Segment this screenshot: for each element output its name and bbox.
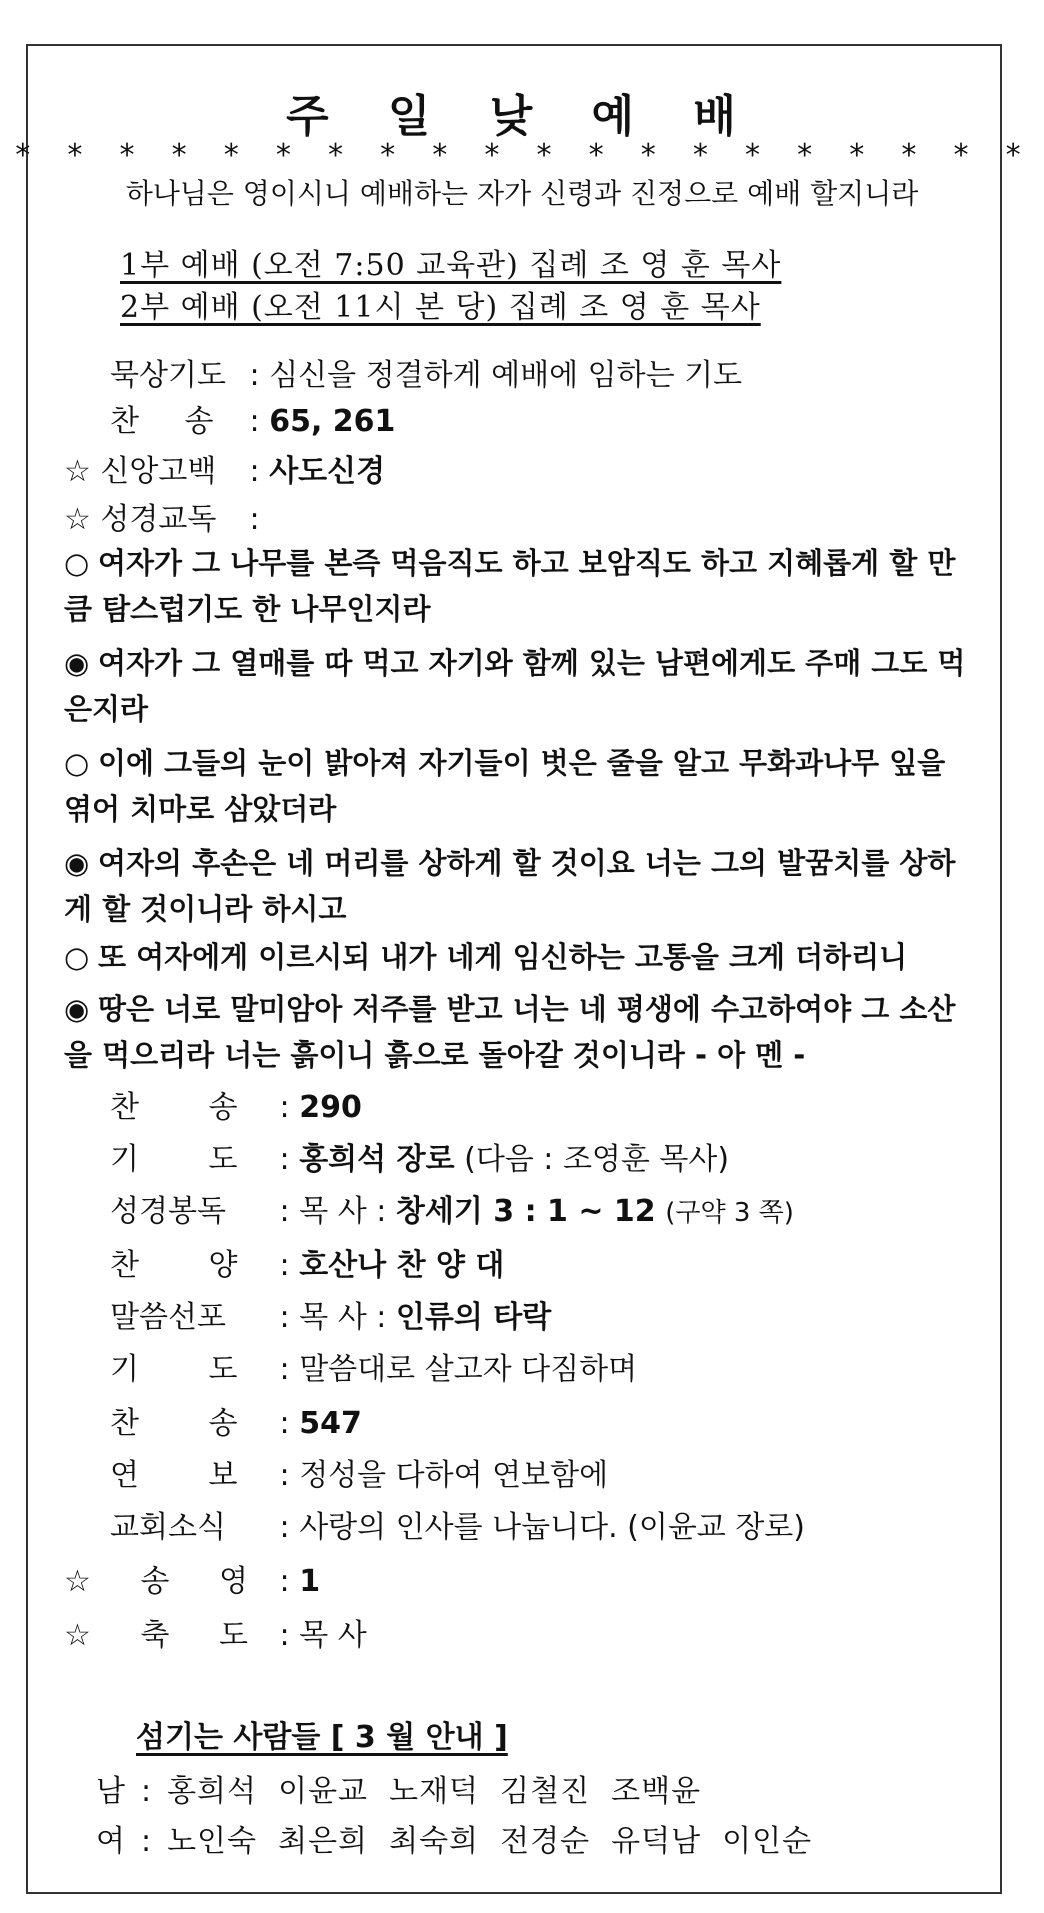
- order-extra: (다음 : 조영훈 목사): [464, 1142, 730, 1177]
- service-2-info: 2부 예배 (오전 11시 본 당) 집례 조 영 훈 목사: [120, 290, 761, 325]
- order-item-offering: 연 보 : 정성을 다하여 연보함에: [110, 1450, 608, 1494]
- service-1-info: 1부 예배 (오전 7:50 교육관) 집례 조 영 훈 목사: [120, 248, 782, 283]
- order-value: 정성을 다하여 연보함에: [299, 1458, 609, 1493]
- order-value: 사도신경: [269, 454, 386, 489]
- order-value: 호산나 찬 양 대: [299, 1248, 505, 1283]
- servers-men: 남 : 홍희석 이윤교 노재덕 김철진 조백윤: [96, 1774, 702, 1809]
- reading-verse-1: [64, 540, 980, 632]
- order-label: 기 도: [110, 1142, 268, 1177]
- order-value: 547: [299, 1406, 362, 1441]
- reading-text: 이에 그들의 눈이 밝아져 자기들이 벗은 줄을 알고 무화과나무 잎을 엮어 치마로 삼았더라: [64, 746, 946, 826]
- order-item-doxology: ☆ 송 영 : 1: [64, 1556, 320, 1600]
- reading-text: 또 여자에게 이르시되 내가 네게 임신하는 고통을 크게 더하리니: [98, 940, 908, 974]
- order-label: 교회소식: [110, 1510, 226, 1545]
- order-label: 묵상기도: [110, 358, 226, 393]
- order-item-responsive-reading: [64, 494, 260, 538]
- order-label: 성경봉독: [110, 1194, 226, 1229]
- order-value: 목 사: [299, 1618, 367, 1653]
- servers-title: 섬기는 사람들 [ 3 월 안내 ]: [136, 1720, 508, 1755]
- order-sep: :: [249, 454, 260, 489]
- order-item-anthem: 찬 양 : 호산나 찬 양 대: [110, 1240, 504, 1284]
- congregation-mark-icon: ◉: [64, 992, 90, 1026]
- order-item-prayer: 기 도 : 홍희석 장로 (다음 : 조영훈 목사): [110, 1134, 729, 1178]
- order-label: ☆ 송 영: [64, 1564, 268, 1599]
- order-value: 65, 261: [269, 404, 396, 439]
- order-label: 연 보: [110, 1458, 268, 1493]
- reading-verse-5: [64, 934, 980, 980]
- order-sep: :: [249, 502, 260, 537]
- women-names: 노인숙 최은희 최숙희 전경순 유덕남 이인순: [167, 1824, 813, 1859]
- order-value: 심신을 정결하게 예배에 임하는 기도: [269, 358, 743, 393]
- reading-verse-4: [64, 840, 980, 932]
- order-value: 말씀대로 살고자 다짐하며: [299, 1352, 638, 1387]
- order-label: 찬 송: [110, 1090, 268, 1125]
- order-item-sermon: 말씀선포 : 목 사 : 인류의 타락: [110, 1292, 551, 1336]
- star-divider: * * * * * * * * * * * * * * * * * * * *: [13, 138, 1031, 173]
- order-item-announcements: 교회소식 : 사랑의 인사를 나눕니다. (이윤교 장로): [110, 1502, 805, 1546]
- order-item-meditation: [110, 350, 742, 394]
- men-label: 남: [96, 1774, 126, 1809]
- order-label: ☆ 축 도: [64, 1618, 268, 1653]
- leader-mark-icon: ○: [64, 940, 90, 974]
- order-label: ☆ 성경교독: [64, 502, 217, 537]
- leader-mark-icon: ○: [64, 546, 90, 580]
- theme-verse: 하나님은 영이시니 예배하는 자가 신령과 진정으로 예배 할지니라: [125, 177, 919, 210]
- order-pre: 목 사 :: [299, 1194, 387, 1229]
- reading-verse-3: [64, 740, 980, 832]
- order-value: 1: [299, 1564, 321, 1599]
- congregation-mark-icon: ◉: [64, 846, 90, 880]
- order-item-benediction: ☆ 축 도 : 목 사: [64, 1610, 367, 1654]
- reading-text: 여자가 그 나무를 본즉 먹음직도 하고 보암직도 하고 지혜롭게 할 만큼 탐스럽기도 한 나무인지라: [64, 546, 956, 626]
- leader-mark-icon: ○: [64, 746, 90, 780]
- order-value: 인류의 타락: [395, 1300, 552, 1335]
- women-label: 여: [96, 1824, 126, 1859]
- order-label: 찬 송: [110, 1406, 268, 1441]
- order-item-creed: [64, 446, 385, 490]
- reading-verse-6: [64, 986, 980, 1078]
- reading-text: 땅은 너로 말미암아 저주를 받고 너는 네 평생에 수고하여야 그 소산을 먹으리라 너는 흙이니 흙으로 돌아갈 것이니라 - 아 멘 -: [64, 992, 956, 1072]
- order-label: 기 도: [110, 1352, 268, 1387]
- reading-text: 여자의 후손은 네 머리를 상하게 할 것이요 너는 그의 발꿈치를 상하게 할 것이니라 하시고: [64, 846, 956, 926]
- order-extra: (구약 3 쪽): [665, 1198, 794, 1228]
- order-value: 290: [299, 1090, 362, 1125]
- order-label: 말씀선포: [110, 1300, 226, 1335]
- order-pre: 목 사 :: [299, 1300, 387, 1335]
- page-title: 주 일 낮 예 배: [286, 91, 758, 142]
- order-item-prayer-2: 기 도 : 말씀대로 살고자 다짐하며: [110, 1344, 637, 1388]
- servers-women: 여 : 노인숙 최은희 최숙희 전경순 유덕남 이인순: [96, 1824, 813, 1859]
- order-item-hymn-3: 찬 송 : 547: [110, 1398, 362, 1442]
- congregation-mark-icon: ◉: [64, 646, 90, 680]
- order-label: ☆ 신앙고백: [64, 454, 217, 489]
- reading-verse-2: [64, 640, 980, 732]
- order-value: 사랑의 인사를 나눕니다. (이윤교 장로): [299, 1510, 805, 1545]
- order-value: 창세기 3 : 1 ~ 12: [395, 1194, 656, 1229]
- order-item-hymn-2: 찬 송 : 290: [110, 1082, 362, 1126]
- order-label: 찬 송: [110, 404, 232, 439]
- reading-text: 여자가 그 열매를 따 먹고 자기와 함께 있는 남편에게도 주매 그도 먹은지라: [64, 646, 966, 726]
- order-label: 찬 양: [110, 1248, 268, 1283]
- order-sep: :: [249, 358, 260, 393]
- order-item-hymn-1: [110, 396, 395, 440]
- order-sep: :: [249, 404, 260, 439]
- order-item-scripture: 성경봉독 : 목 사 : 창세기 3 : 1 ~ 12 (구약 3 쪽): [110, 1186, 794, 1230]
- order-value: 홍희석 장로: [299, 1142, 455, 1177]
- men-names: 홍희석 이윤교 노재덕 김철진 조백윤: [167, 1774, 702, 1809]
